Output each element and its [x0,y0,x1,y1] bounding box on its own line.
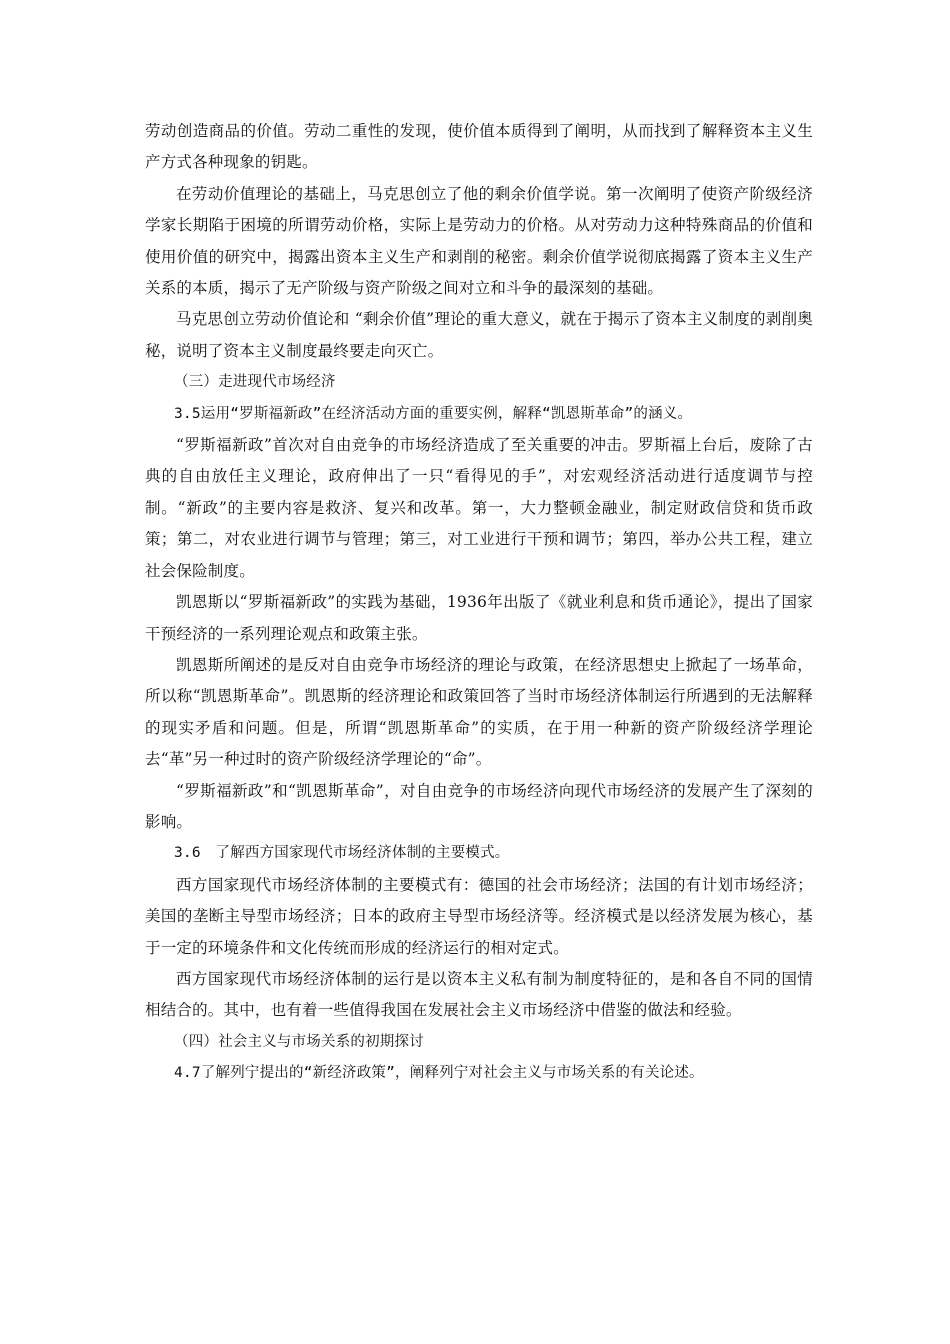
paragraph-surplus-value: 在劳动价值理论的基础上，马克思创立了他的剩余价值学说。第一次阐明了使资产阶级经济学家长期陷于困境的所谓劳动价格，实际上是劳动力的价格。从对劳动力这种特殊商品的价值和使用价值的研究中，揭露出资本主义生产和剥削的秘密。剩余价值学说彻底揭露了资本主义生产关系的本质，揭示了无产阶级与资产阶级之间对立和斗争的最深刻的基础。 [145,184,813,298]
paragraph-keynes-general-theory: 凯恩斯以“罗斯福新政”的实践为基础，1936年出版了《就业利息和货币通论》，提出了国家干预经济的一系列理论观点和政策主张。 [145,593,813,643]
document-body [145,116,813,1090]
section-heading-socialism-market: （四）社会主义与市场关系的初期探讨 [174,1033,424,1050]
paragraph-labor-value-continued: 劳动创造商品的价值。劳动二重性的发现，使价值本质得到了阐明，从而找到了解释资本主义生产方式各种现象的钥匙。 [145,122,813,172]
paragraph-influence: “罗斯福新政”和“凯恩斯革命”，对自由竞争的市场经济向现代市场经济的发展产生了深刻的影响。 [145,781,813,831]
question-4-7: 4.7了解列宁提出的“新经济政策”，阐释列宁对社会主义与市场关系的有关论述。 [174,1065,704,1082]
paragraph-significance: 马克思创立劳动价值论和 “剩余价值”理论的重大意义，就在于揭示了资本主义制度的剥削奥秘，说明了资本主义制度最终要走向灭亡。 [145,310,813,360]
section-heading-modern-market-economy: （三）走进现代市场经济 [174,374,336,391]
paragraph-market-operation: 西方国家现代市场经济体制的运行是以资本主义私有制为制度特征的，是和各自不同的国情相结合的。其中，也有着一些值得我国在发展社会主义市场经济中借鉴的做法和经验。 [145,969,813,1020]
question-3-6: 3.6 了解西方国家现代市场经济体制的主要模式。 [174,845,510,862]
paragraph-new-deal: “罗斯福新政”首次对自由竞争的市场经济造成了至关重要的冲击。罗斯福上台后，废除了古典的自由放任主义理论，政府伸出了一只“看得见的手”，对宏观经济活动进行适度调节与控制。“新政”的主要内容是救济、复兴和改革。第一，大力整顿金融业，制定财政信贷和货币政策；第二，对农业进行调节与管理；第三，对工业进行干预和调节；第四，举办公共工程，建立社会保险制度。 [145,436,813,580]
paragraph-market-models: 西方国家现代市场经济体制的主要模式有：德国的社会市场经济；法国的有计划市场经济；美国的垄断主导型市场经济；日本的政府主导型市场经济等。经济模式是以经济发展为核心，基于一定的环境条件和文化传统而形成的经济运行的相对定式。 [145,875,813,957]
paragraph-keynesian-revolution: 凯恩斯所阐述的是反对自由竞争市场经济的理论与政策，在经济思想史上掀起了一场革命，所以称“凯恩斯革命”。凯恩斯的经济理论和政策回答了当时市场经济体制运行所遇到的无法解释的现实矛盾和问题。但是，所谓“凯恩斯革命”的实质，在于用一种新的资产阶级经济学理论去“革”另一种过时的资产阶级经济学理论的“命”。 [145,655,813,769]
question-3-5: 3.5运用“罗斯福新政”在经济活动方面的重要实例，解释“凯恩斯革命”的涵义。 [174,405,693,422]
